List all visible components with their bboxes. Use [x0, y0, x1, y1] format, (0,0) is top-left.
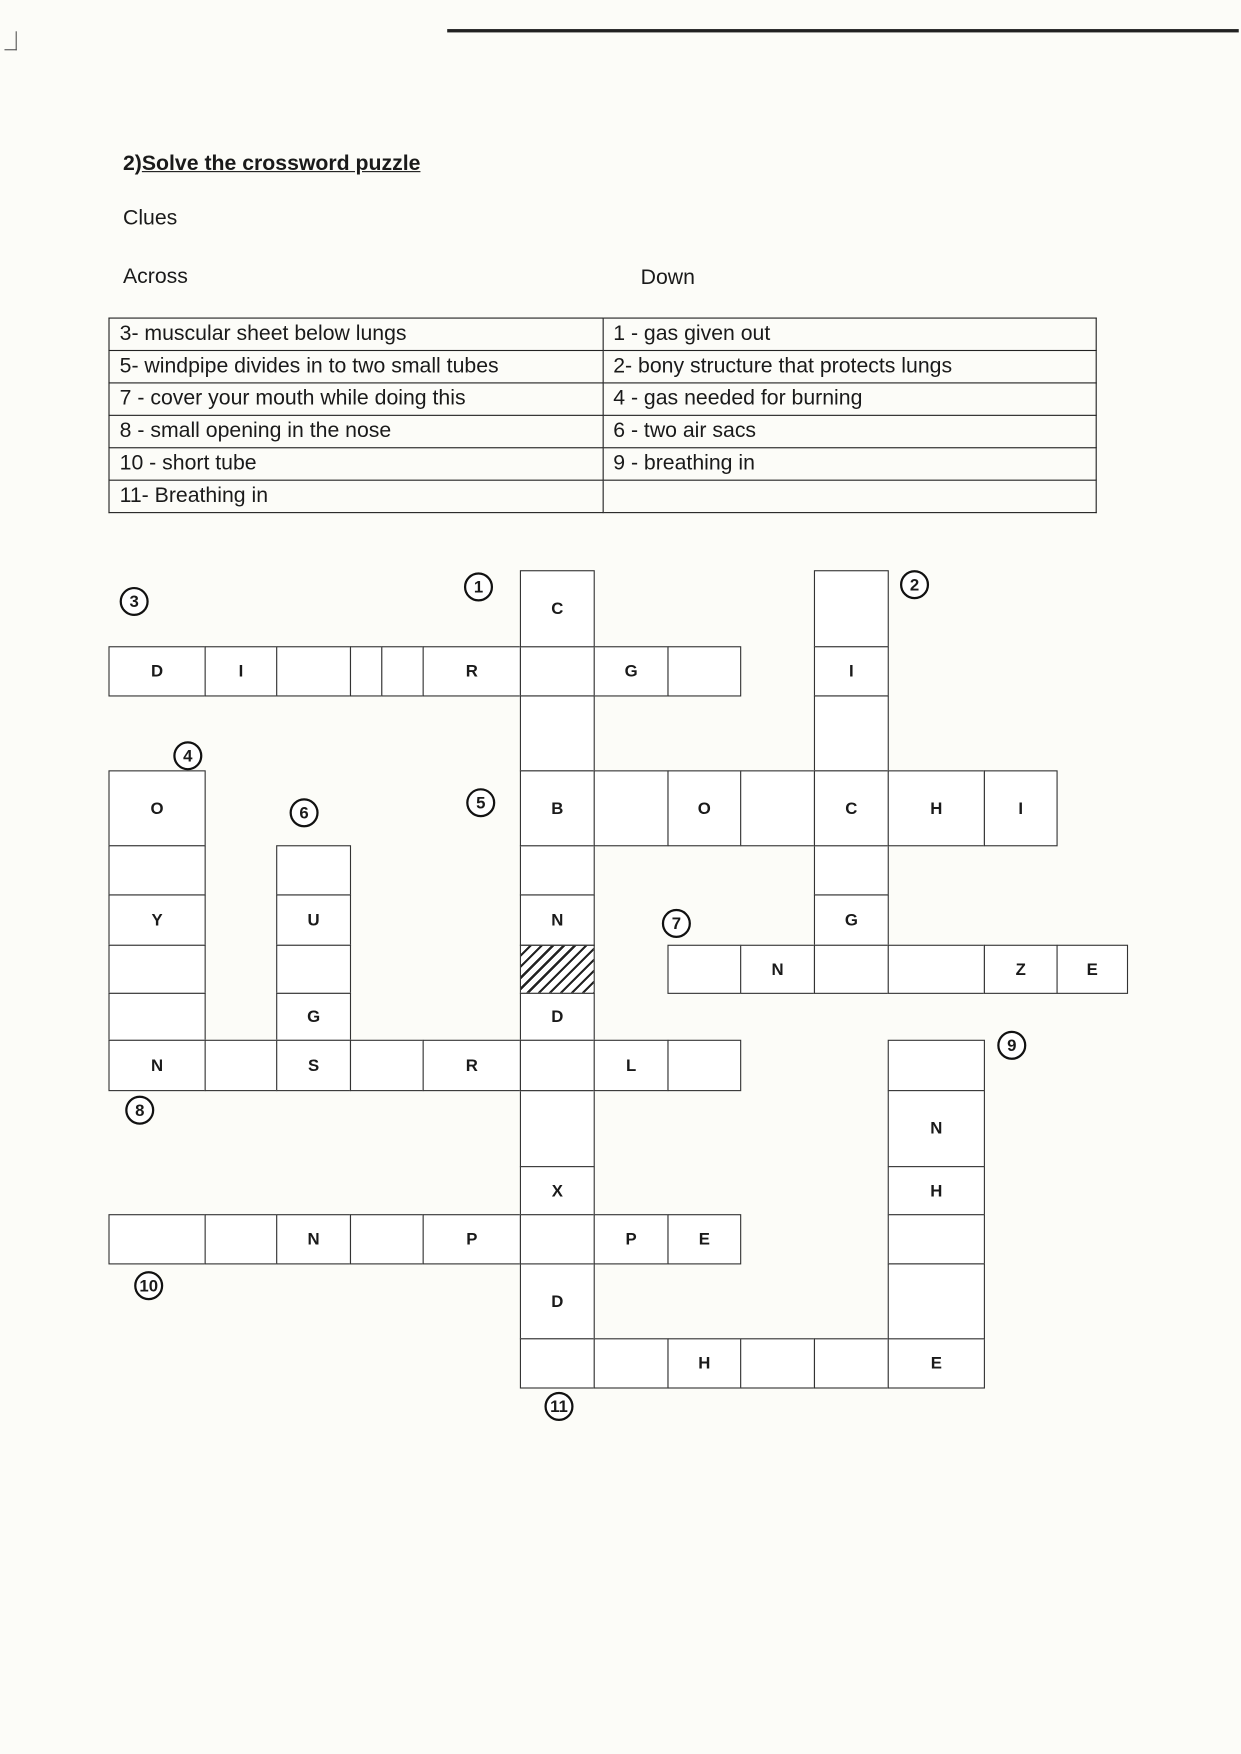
clue-number-marker: 9: [997, 1031, 1026, 1060]
crossword-cell[interactable]: [814, 695, 889, 771]
crossword-cell[interactable]: G: [276, 993, 351, 1041]
crossword-cell[interactable]: [814, 945, 889, 994]
clue-row: [109, 415, 1096, 447]
clue-number-marker: 6: [290, 798, 319, 827]
crossword-cell[interactable]: [888, 1214, 985, 1264]
shaded-cell[interactable]: [520, 945, 595, 994]
crossword-cell[interactable]: [594, 770, 669, 846]
crossword-cell[interactable]: E: [1057, 945, 1129, 994]
crossword-cell[interactable]: P: [594, 1214, 669, 1264]
crossword-cell[interactable]: O: [108, 770, 205, 846]
crossword-cell[interactable]: [814, 570, 889, 647]
crossword-cell[interactable]: [108, 845, 205, 895]
crossword-cell[interactable]: N: [888, 1090, 985, 1167]
crossword-cell[interactable]: [520, 1040, 595, 1091]
crossword-cell[interactable]: [381, 646, 423, 696]
clue-number-marker: 3: [120, 587, 149, 616]
crossword-cell[interactable]: X: [520, 1166, 595, 1215]
crossword-cell[interactable]: [108, 993, 205, 1041]
crossword-cell[interactable]: [350, 1040, 424, 1091]
crossword-cell[interactable]: [667, 646, 741, 696]
crossword-cell[interactable]: H: [888, 770, 985, 846]
crossword-cell[interactable]: I: [984, 770, 1058, 846]
down-clue: 9 - breathing in: [603, 448, 1097, 480]
crossword-cell[interactable]: N: [520, 894, 595, 945]
crossword-cell[interactable]: B: [520, 770, 595, 846]
across-clue: 11- Breathing in: [109, 480, 603, 512]
crossword-cell[interactable]: G: [814, 894, 889, 945]
clue-number-marker: 10: [134, 1271, 163, 1300]
crossword-cell[interactable]: [520, 1090, 595, 1167]
across-clue: 5- windpipe divides in to two small tubes: [109, 350, 603, 382]
crossword-cell[interactable]: [276, 945, 351, 994]
crossword-cell[interactable]: D: [108, 646, 205, 696]
crossword-cell[interactable]: I: [205, 646, 278, 696]
crossword-cell[interactable]: I: [814, 646, 889, 696]
crossword-cell[interactable]: N: [108, 1040, 205, 1091]
crossword-cell[interactable]: C: [814, 770, 889, 846]
clue-number-marker: 4: [173, 741, 202, 770]
down-clue: 4 - gas needed for burning: [603, 383, 1097, 415]
crossword-cell[interactable]: [108, 945, 205, 994]
clue-row: [109, 480, 1096, 512]
crossword-cell[interactable]: [276, 646, 351, 696]
crossword-cell[interactable]: [667, 1040, 741, 1091]
across-clue: 8 - small opening in the nose: [109, 415, 603, 447]
crossword-cell[interactable]: [520, 1338, 595, 1388]
crossword-cell[interactable]: [667, 945, 741, 994]
crossword-cell[interactable]: D: [520, 993, 595, 1041]
crossword-cell[interactable]: H: [667, 1338, 741, 1388]
crossword-cell[interactable]: [520, 1214, 595, 1264]
down-clue: 6 - two air sacs: [603, 415, 1097, 447]
down-clue: [603, 480, 1097, 512]
crossword-cell[interactable]: [350, 1214, 424, 1264]
crossword-cell[interactable]: [205, 1040, 278, 1091]
crossword-cell[interactable]: R: [423, 646, 521, 696]
crossword-cell[interactable]: [888, 1040, 985, 1091]
crossword-cell[interactable]: [520, 695, 595, 771]
crossword-cell[interactable]: [276, 845, 351, 895]
across-label: Across: [122, 264, 188, 289]
crossword-cell[interactable]: S: [276, 1040, 351, 1091]
clue-number-marker: 1: [464, 572, 493, 601]
crossword-cell[interactable]: [740, 770, 815, 846]
crossword-cell[interactable]: [108, 1214, 205, 1264]
crossword-cell[interactable]: N: [740, 945, 815, 994]
clue-number-marker: 5: [466, 788, 495, 817]
crossword-cell[interactable]: N: [276, 1214, 351, 1264]
clue-row: [109, 448, 1096, 480]
crossword-cell[interactable]: [740, 1338, 815, 1388]
clue-row: [109, 383, 1096, 415]
clue-row: [109, 350, 1096, 382]
across-clue: 3- muscular sheet below lungs: [109, 318, 603, 350]
crossword-cell[interactable]: [888, 945, 985, 994]
crossword-cell[interactable]: E: [888, 1338, 985, 1388]
crossword-cell[interactable]: G: [594, 646, 669, 696]
clue-number-marker: 11: [544, 1392, 573, 1421]
clue-number-marker: 7: [662, 909, 691, 938]
down-clue: 1 - gas given out: [603, 318, 1097, 350]
crossword-cell[interactable]: L: [594, 1040, 669, 1091]
crossword-cell[interactable]: [205, 1214, 278, 1264]
crossword-cell[interactable]: U: [276, 894, 351, 945]
scan-corner-mark: [4, 31, 16, 50]
crossword-cell[interactable]: H: [888, 1166, 985, 1215]
question-title-text: Solve the crossword puzzle: [141, 152, 421, 176]
crossword-cell[interactable]: [350, 646, 382, 696]
crossword-cell[interactable]: E: [667, 1214, 741, 1264]
crossword-cell[interactable]: Y: [108, 894, 205, 945]
clues-table: [108, 318, 1096, 514]
clue-row: [109, 318, 1096, 350]
crossword-cell[interactable]: R: [423, 1040, 521, 1091]
crossword-cell[interactable]: [520, 646, 595, 696]
clues-label: Clues: [122, 206, 178, 231]
crossword-cell[interactable]: C: [520, 570, 595, 647]
question-title: [123, 152, 420, 177]
crossword-cell[interactable]: [814, 845, 889, 895]
across-clue: 10 - short tube: [109, 448, 603, 480]
crossword-cell[interactable]: [814, 1338, 889, 1388]
scan-edge-line: [447, 29, 1239, 32]
across-clue: 7 - cover your mouth while doing this: [109, 383, 603, 415]
crossword-cell[interactable]: [520, 845, 595, 895]
crossword-cell[interactable]: O: [667, 770, 741, 846]
crossword-cell[interactable]: [888, 1263, 985, 1339]
clue-number-marker: 2: [900, 570, 929, 599]
crossword-cell[interactable]: D: [520, 1263, 595, 1339]
down-label: Down: [640, 266, 695, 290]
clue-number-marker: 8: [125, 1096, 154, 1125]
crossword-cell[interactable]: P: [423, 1214, 521, 1264]
crossword-cell[interactable]: [594, 1338, 669, 1388]
down-clue: 2- bony structure that protects lungs: [603, 350, 1097, 382]
crossword-cell[interactable]: Z: [984, 945, 1058, 994]
question-number: 2): [122, 152, 142, 176]
